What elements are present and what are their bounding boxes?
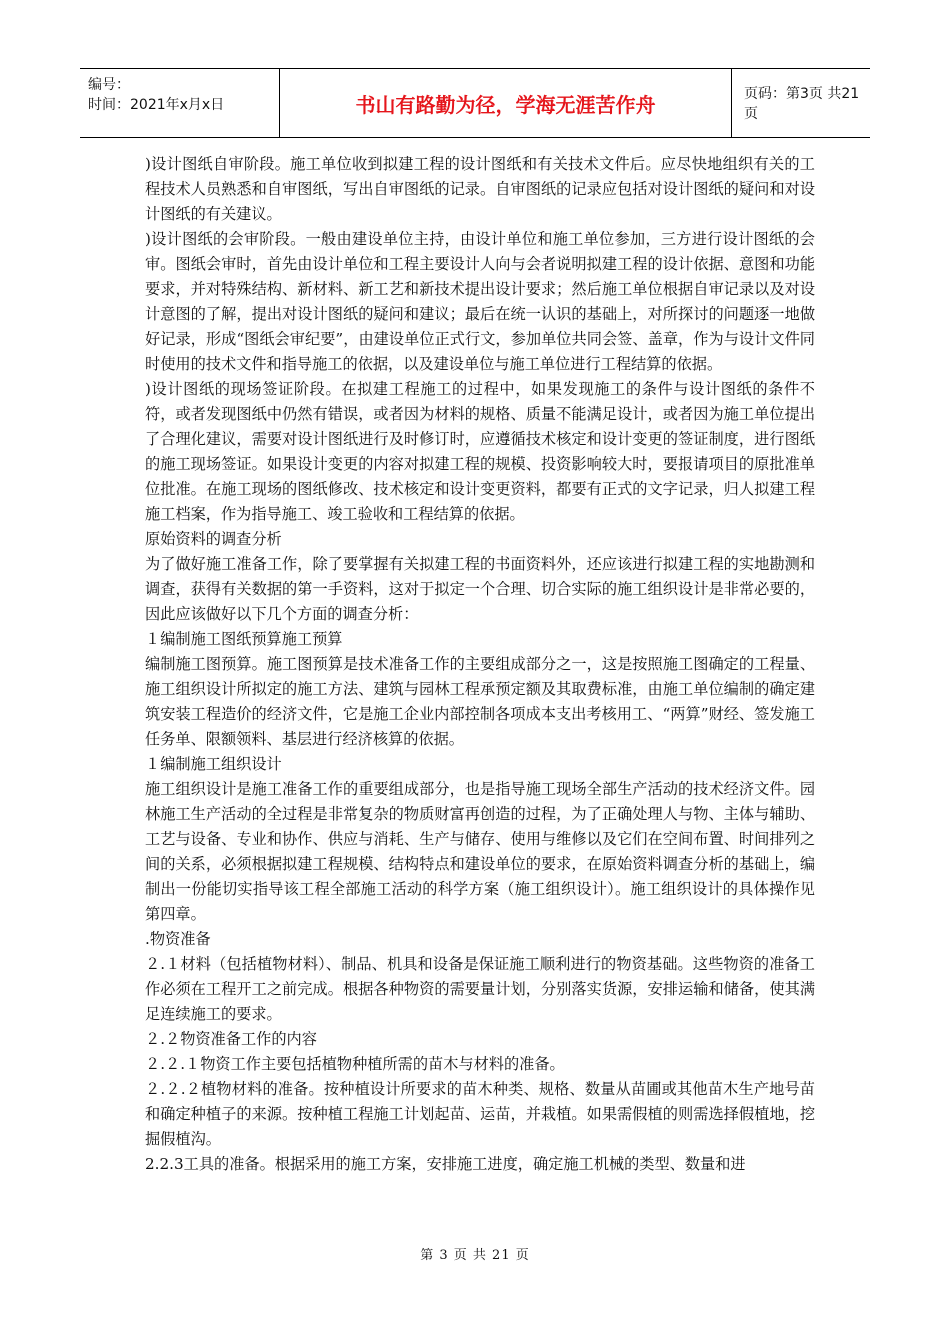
section-heading: １编制施工组织设计 xyxy=(145,755,282,773)
paragraph: 施工组织设计是施工准备工作的重要组成部分，也是指导施工现场全部生产活动的技术经济文件。园林施工生产活动的全过程是非常复杂的物质财富再创造的过程，为了正确处理人与物、主体与辅助、工艺与设备、专业和协作、供应与消耗、生产与储存、使用与维修以及它们在空间布置、时间排列之间的关系，必须根据拟建工程规模、结构特点和建设单位的要求，在原始资料调查分析的基础上，编制出一份能切实指导该工程全部施工活动的科学方案（施工组织设计）。施工组织设计的具体操作见第四章。 xyxy=(145,780,815,923)
paragraph: 2.2.3工具的准备。根据采用的施工方案，安排施工进度，确定施工机械的类型、数量和进 xyxy=(145,1155,746,1173)
paragraph: 为了做好施工准备工作，除了要掌握有关拟建工程的书面资料外，还应该进行拟建工程的实地勘测和调查，获得有关数据的第一手资料，这对于拟定一个合理、切合实际的施工组织设计是非常必要的，因此应该做好以下几个方面的调查分析： xyxy=(145,555,815,623)
section-heading: 原始资料的调查分析 xyxy=(145,530,282,548)
document-number-label: 编号： xyxy=(88,77,130,93)
paragraph: ２.２.１物资工作主要包括植物种植所需的苗木与材料的准备。 xyxy=(145,1055,565,1073)
document-body xyxy=(145,152,815,1177)
paragraph: 编制施工图预算。施工图预算是技术准备工作的主要组成部分之一，这是按照施工图确定的工程量、施工组织设计所拟定的施工方法、建筑与园林工程承预定额及其取费标准，由施工单位编制的确定建筑安装工程造价的经济文件，它是施工企业内部控制各项成本支出考核用工、“两算”财经、签发施工任务单、限额领料、基层进行经济核算的依据。 xyxy=(145,655,815,748)
section-heading: １编制施工图纸预算施工预算 xyxy=(145,630,343,648)
header-motto: 书山有路勤为径，学海无涯苦作舟 xyxy=(280,69,732,137)
header-meta xyxy=(80,69,280,137)
section-heading: ２.２物资准备工作的内容 xyxy=(145,1030,317,1048)
page-header xyxy=(80,68,870,138)
section-heading: .物资准备 xyxy=(145,930,211,948)
paragraph: )设计图纸的现场签证阶段。在拟建工程施工的过程中，如果发现施工的条件与设计图纸的条件不符，或者发现图纸中仍然有错误，或者因为材料的规格、质量不能满足设计，或者因为施工单位提出了合理化建议，需要对设计图纸进行及时修订时，应遵循技术核定和设计变更的签证制度，进行图纸的施工现场签证。如果设计变更的内容对拟建工程的规模、投资影响较大时，要报请项目的原批准单位批准。在施工现场的图纸修改、技术核定和设计变更资料，都要有正式的文字记录，归人拟建工程施工档案，作为指导施工、竣工验收和工程结算的依据。 xyxy=(145,380,815,523)
paragraph: )设计图纸自审阶段。施工单位收到拟建工程的设计图纸和有关技术文件后。应尽快地组织有关的工程技术人员熟悉和自审图纸，写出自审图纸的记录。自审图纸的记录应包括对设计图纸的疑问和对设计图纸的有关建议。 xyxy=(145,155,815,223)
paragraph: ２.２.２植物材料的准备。按种植设计所要求的苗木种类、规格、数量从苗圃或其他苗木生产地号苗和确定种植子的来源。按种植工程施工计划起苗、运苗，并栽植。如果需假植的则需选择假植地，挖掘假植沟。 xyxy=(145,1080,815,1148)
header-page-label: 页码：第3页 共21页 xyxy=(744,86,860,122)
paragraph: )设计图纸的会审阶段。一般由建设单位主持，由设计单位和施工单位参加，三方进行设计图纸的会审。图纸会审时，首先由设计单位和工程主要设计人向与会者说明拟建工程的设计依据、意图和功能要求，并对特殊结构、新材料、新工艺和新技术提出设计要求；然后施工单位根据自审记录以及对设计意图的了解，提出对设计图纸的疑问和建议；最后在统一认识的基础上，对所探讨的问题逐一地做好记录，形成“图纸会审纪要”，由建设单位正式行文，参加单位共同会签、盖章，作为与设计文件同时使用的技术文件和指导施工的依据，以及建设单位与施工单位进行工程结算的依据。 xyxy=(145,230,815,373)
document-date-label: 时间：2021年x月x日 xyxy=(88,97,225,113)
paragraph: ２.１材料（包括植物材料）、制品、机具和设备是保证施工顺利进行的物资基础。这些物资的准备工作必须在工程开工之前完成。根据各种物资的需要量计划，分别落实货源，安排运输和储备，使其满足连续施工的要求。 xyxy=(145,955,815,1023)
page-footer: 第 3 页 共 21 页 xyxy=(420,1248,530,1263)
